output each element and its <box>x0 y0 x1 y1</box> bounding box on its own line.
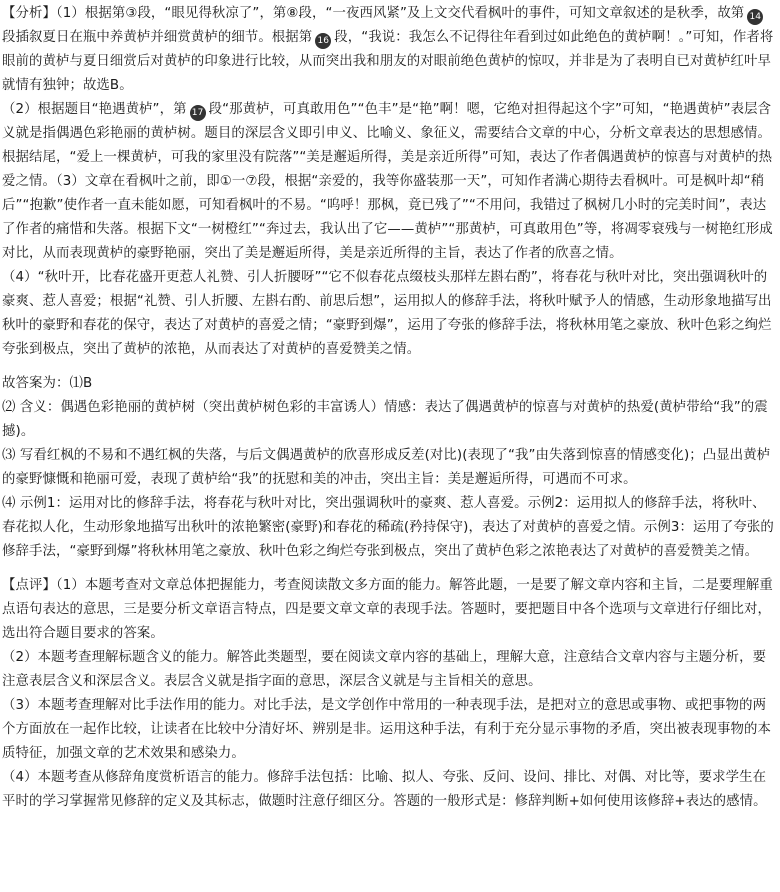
answer-item-3: ⑶ 写看红枫的不易和不遇红枫的失落，与后文偶遇黄栌的欣喜形成反差(对比)(表现了“我”由失落到惊喜的情感变化)；凸显出黄栌的豪野慷慨和艳丽可爱，表现了黄栌给“我”的抚慰和美的冲击，突出主旨：美是邂逅所得，可遇而不可求。 <box>2 448 771 487</box>
analysis-paragraph-2 <box>2 98 776 266</box>
comment-paragraph-2: （2）本题考查理解标题含义的能力。解答此类题型，要在阅读文章内容的基础上，理解大意，注意结合文章内容与主题分析，要注意表层含义和深层含义。表层含义就是指字面的意思，深层含义就是与主旨相关的意思。 <box>2 650 767 689</box>
paragraph-number-badge: 16 <box>315 33 331 49</box>
analysis-text: 段插叙夏日在瓶中养黄栌并细赏黄栌的细节。根据第 <box>2 30 313 45</box>
paragraph-number-badge: 17 <box>190 105 206 121</box>
answer-item-4: ⑷ 示例1：运用对比的修辞手法，将春花与秋叶对比，突出强调秋叶的豪爽、惹人喜爱。示例2：运用拟人的修辞手法，将秋叶、春花拟人化，生动形象地描写出秋叶的浓艳繁密(豪野)和春花的稀疏(矜持保守)，表达了对黄栌的喜爱之情。示例3：运用了夸张的修辞手法，“豪野到爆”将秋林用笔之豪放、秋叶色彩之绚烂夸张到极点，突出了黄栌色彩之浓艳表达了对黄栌的喜爱赞美之情。 <box>2 496 774 559</box>
analysis-text: 段“那黄栌，可真敢用色”“色丰”是“艳”啊！嗯，它绝对担得起这个字”可知，“艳遇黄栌”表层含义就是指偶遇色彩艳丽的黄栌树。题目的深层含义即引申义、比喻义、象征义，需要结合文章的中心，分析文章表达的思想感情。根据结尾，“爱上一棵黄栌，可我的家里没有院落”“美是邂逅所得，美是亲近所得”可知，表达了作者偶遇黄栌的惊喜与对黄栌的热爱之情。（3）文章在看枫叶之前，即①一⑦段，根据“亲爱的，我等你盛装那一天”，可知作者满心期待去看枫叶。可是枫叶却“稍后”“抱歉”使作者一直未能如愿，可知看枫叶的不易。“呜呼！那枫，竟已残了”“不用问，我错过了枫树几小时的完美时间”，表达了作者的痛惜和失落。根据下文“一树橙红”“奔过去，我认出了它——黄栌”“那黄栌，可真敢用色”等，将凋零衰残与一树艳红形成对比，从而表现黄栌的豪野艳丽，突出了美是邂逅所得，美是亲近所得的主旨，表达了作者的欣喜之情。 <box>2 102 773 261</box>
comment-paragraph-1: 【点评】（1）本题考查对文章总体把握能力，考查阅读散文多方面的能力。解答此题，一是要了解文章内容和主旨，二是要理解重点语句表达的意思，三是要分析文章语言特点，四是要文章文章的表现手法。答题时，要把题目中各个选项与文章进行仔细比对，选出符合题目要求的答案。 <box>2 578 773 641</box>
section-gap <box>2 362 776 372</box>
answer-heading: 故答案为：⑴B <box>2 376 93 391</box>
analysis-paragraph-3: （4）“秋叶开，比春花盛开更惹人礼赞、引人折腰呀”“它不似春花点缀枝头那样左斟右酌”，将春花与秋叶对比，突出强调秋叶的豪爽、惹人喜爱；根据“礼赞、引人折腰、左斟右酌、前思后想”，运用拟人的修辞手法，将秋叶赋予人的情感，生动形象地描写出秋叶的豪野和春花的保守，表达了对黄栌的喜爱之情；“豪野到爆”，运用了夸张的修辞手法，将秋林用笔之豪放、秋叶色彩之绚烂夸张到极点，突出了黄栌的浓艳，从而表达了对黄栌的喜爱赞美之情。 <box>2 270 772 357</box>
answer-item-2: ⑵ 含义：偶遇色彩艳丽的黄栌树（突出黄栌树色彩的丰富诱人）情感：表达了偶遇黄栌的惊喜与对黄栌的热爱(黄栌带给“我”的震撼)。 <box>2 400 768 439</box>
analysis-text: 【分析】（1）根据第③段，“眼见得秋凉了”，第⑧段，“一夜西风紧”及上文交代看枫叶的事件，可知文章叙述的是秋季，故第 <box>2 6 745 21</box>
paragraph-number-badge: 14 <box>747 9 763 25</box>
comment-paragraph-3: （3）本题考查理解对比手法作用的能力。对比手法，是文学创作中常用的一种表现手法，是把对立的意思或事物、或把事物的两个方面放在一起作比较，让读者在比较中分清好坏、辨别是非。运用这种手法，有利于充分显示事物的矛盾，突出被表现事物的本质特征，加强文章的艺术效果和感染力。 <box>2 698 771 761</box>
section-gap <box>2 564 776 574</box>
comment-paragraph-4: （4）本题考查从修辞角度赏析语言的能力。修辞手法包括：比喻、拟人、夸张、反问、设问、排比、对偶、对比等，要求学生在平时的学习掌握常见修辞的定义及其标志，做题时注意仔细区分。答题的一般形式是：修辞判断+如何使用该修辞+表达的感情。 <box>2 770 767 809</box>
analysis-paragraph-1 <box>2 2 776 98</box>
analysis-text: （2）根据题目“艳遇黄栌”，第 <box>2 102 187 117</box>
analysis-text: 段，“我说：我怎么不记得往年看到过如此绝色的黄栌啊！。”可知，作者将眼前的黄栌与夏日细赏后对黄栌的印象进行比较，从而突出我和朋友的对眼前绝色黄栌的惊叹，并非是为了表明自已对黄栌红叶早就情有独钟；故选B。 <box>2 30 774 93</box>
